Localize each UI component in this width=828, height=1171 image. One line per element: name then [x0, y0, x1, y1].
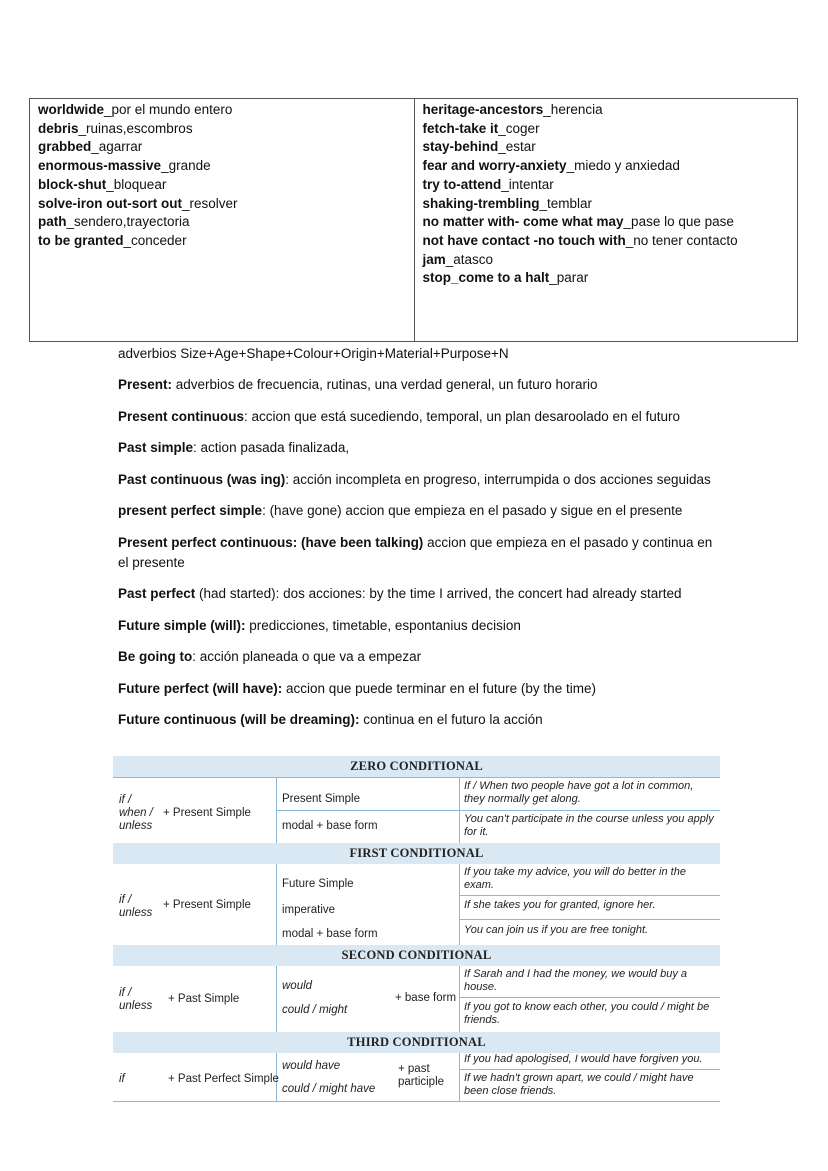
- third-conditional-header: THIRD CONDITIONAL: [113, 1032, 720, 1053]
- vocab-row: stop_come to a halt_parar: [422, 270, 589, 286]
- zero-result-1: Present Simple: [282, 793, 360, 805]
- zero-result-2: modal + base form: [282, 820, 378, 832]
- tense-note: Future continuous (will be dreaming): continua en el futuro la acción: [118, 712, 543, 727]
- tense-note: present perfect simple: (have gone) accion que empieza en el pasado y sigue en el presente: [118, 503, 683, 518]
- vocab-row: debris_ruinas,escombros: [38, 120, 193, 136]
- zero-example-1: If / When two people have got a lot in common, they normally get along.: [464, 780, 694, 805]
- vocab-row: block-shut_bloquear: [38, 176, 167, 192]
- tense-note: Present: adverbios de frecuencia, rutinas, una verdad general, un futuro horario: [118, 377, 598, 392]
- vocabulary-left-column: [30, 99, 414, 341]
- vocab-row: path_sendero,trayectoria: [38, 214, 190, 230]
- first-example-2: If she takes you for granted, ignore her.: [464, 899, 656, 911]
- first-example-3: You can join us if you are free tonight.: [464, 924, 649, 936]
- vocab-row: jam_atasco: [422, 251, 494, 267]
- vocab-row: grabbed_agarrar: [38, 139, 143, 155]
- adjective-order-note: adverbios Size+Age+Shape+Colour+Origin+Material+Purpose+N: [118, 346, 509, 361]
- first-result-3: modal + base form: [282, 928, 378, 940]
- zero-conditional-block: [113, 777, 720, 843]
- third-past-participle: + past participle: [398, 1063, 445, 1088]
- tense-note: Future simple (will): predicciones, timetable, espontanius decision: [118, 617, 521, 633]
- second-conditional-header: SECOND CONDITIONAL: [113, 945, 720, 966]
- tense-note: Past continuous (was ing): acción incompleta en progreso, interrumpida o dos acciones seguidas: [118, 471, 711, 487]
- tense-note: Future perfect (will have): accion que puede terminar en el future (by the time): [118, 680, 596, 696]
- second-result-2: could / might: [282, 1004, 348, 1016]
- second-conditional-block: [113, 966, 720, 1032]
- vocab-row: heritage-ancestors_herencia: [422, 102, 603, 117]
- tense-note: Present perfect continuous: (have been talking) accion que empieza en el pasado y continua en el presente: [118, 534, 713, 570]
- second-example-2: If you got to know each other, you could / might be friends.: [464, 1001, 710, 1026]
- first-if-clause: if / unless: [119, 894, 153, 919]
- second-result-1: would: [282, 980, 313, 992]
- vocabulary-table: [29, 98, 798, 342]
- zero-conditional-header: ZERO CONDITIONAL: [113, 756, 720, 777]
- second-if-clause: if / unless: [119, 987, 153, 1012]
- vocab-row: enormous-massive_grande: [38, 158, 211, 174]
- third-tense: + Past Perfect Simple: [168, 1073, 279, 1085]
- vocab-row: fear and worry-anxiety_miedo y anxiedad: [422, 158, 680, 174]
- zero-tense: + Present Simple: [163, 807, 251, 819]
- zero-if-clause: if / when / unless: [119, 794, 153, 832]
- conditionals-table: [113, 756, 720, 1102]
- vocab-row: no matter with- come what may_pase lo que pase: [422, 214, 734, 230]
- grammar-notes: [118, 344, 718, 742]
- first-result-2: imperative: [282, 904, 336, 916]
- first-tense: + Present Simple: [163, 899, 251, 911]
- second-example-1: If Sarah and I had the money, we would buy a house.: [464, 968, 687, 993]
- third-result-1: would have: [282, 1060, 341, 1072]
- tense-note: Present continuous: accion que está sucediendo, temporal, un plan desaroolado en el futuro: [118, 408, 681, 424]
- vocab-row: try to-attend_intentar: [422, 176, 554, 192]
- first-conditional-block: [113, 864, 720, 945]
- tense-note: Past perfect (had started): dos acciones: by the time I arrived, the concert had already started: [118, 586, 682, 601]
- vocab-row: fetch-take it_coger: [422, 120, 540, 136]
- vocab-row: to be granted_conceder: [38, 232, 187, 248]
- vocab-row: shaking-trembling_temblar: [422, 195, 593, 211]
- first-example-1: If you take my advice, you will do better in the exam.: [464, 866, 686, 891]
- first-result-1: Future Simple: [282, 878, 354, 890]
- vocab-row: not have contact -no touch with_no tener contacto: [422, 232, 738, 248]
- zero-example-2: You can't participate in the course unless you apply for it.: [464, 813, 714, 838]
- vocab-row: solve-iron out-sort out_resolver: [38, 195, 238, 211]
- third-result-2: could / might have: [282, 1083, 376, 1095]
- vocab-row: worldwide_por el mundo entero: [38, 102, 233, 117]
- third-example-1: If you had apologised, I would have forgiven you.: [464, 1053, 703, 1065]
- third-example-2: If we hadn't grown apart, we could / might have been close friends.: [464, 1072, 694, 1097]
- third-if-clause: if: [119, 1073, 125, 1085]
- vocab-row: stay-behind_estar: [422, 139, 536, 155]
- tense-note: Past simple: action pasada finalizada,: [118, 440, 350, 455]
- tense-note: Be going to: acción planeada o que va a empezar: [118, 649, 422, 664]
- vocabulary-right-column: [414, 99, 798, 341]
- second-tense: + Past Simple: [168, 993, 240, 1005]
- second-base-form: + base form: [395, 992, 457, 1004]
- third-conditional-block: [113, 1053, 720, 1102]
- first-conditional-header: FIRST CONDITIONAL: [113, 843, 720, 864]
